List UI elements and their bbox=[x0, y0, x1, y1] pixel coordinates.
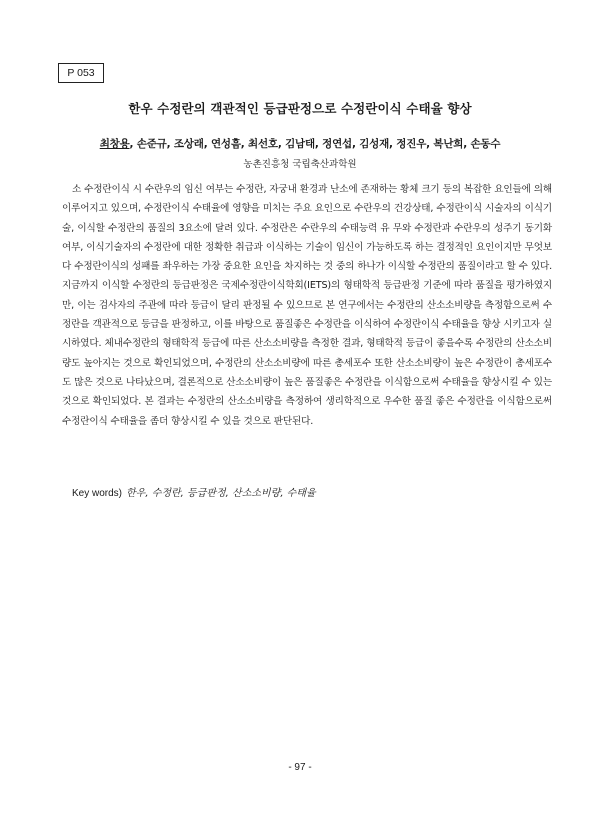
keywords-label: Key words) bbox=[72, 488, 123, 499]
poster-id-box: P 053 bbox=[58, 63, 104, 83]
first-author: 최창용 bbox=[99, 138, 130, 150]
keywords-text: 한우, 수정란, 등급판정, 산소소비량, 수태율 bbox=[126, 488, 316, 499]
abstract-body: 소 수정란이식 시 수란우의 임신 여부는 수정란, 자궁내 환경과 난소에 존재하는 황체 크기 등의 복잡한 요인들에 의해 이루어지고 있으며, 수정란이식 수태율에 영향을 미치는 주요 요인으로 수란우의 건강상태, 수정란이식 시술자의 이식기술, 이식할 수정란의 품질의 3요소에 달려 있다. 수정란은 수란우의 수태능력 유 무와 수정란과 수란우의 성주기 동기화 여부, 이식기술자의 수정란에 대한 정확한 취급과 이식하는 기술이 임신이 가능하도록 하는 결정적인 요인이지만 무엇보다 수정란이식의 성패를 좌우하는 가장 중요한 요인을 차지하는 것 중의 하나가 이식할 수정란의 품질이라고 할 수 있다. 지금까지 이식할 수정란의 등급판정은 국제수정란이식학회(IETS)의 형태학적 등급판정 기준에 따라 품질을 평가하였지만, 이는 검사자의 주관에 따라 등급이 달리 판정될 수 있으므로 본 연구에서는 수정란의 산소소비량을 측정함으로써 수정란을 객관적으로 등급을 판정하고, 이를 바탕으로 품질좋은 수정란을 이식하여 수정란이식 수태율을 향상 시키고자 실시하였다. 체내수정란의 형태학적 등급에 따른 산소소비량을 측정한 결과, 형태학적 등급이 좋을수록 수정란의 산소소비량도 높아지는 것으로 확인되었으며, 수정란의 산소소비량에 따른 총세포수 또한 산소소비량이 높은 수정란이 총세포수도 많은 것으로 나타났으며, 결론적으로 산소소비량이 높은 품질좋은 수정란을 이식함으로써 수태율을 향상시킬 수 있는 것으로 확인되었다. 본 결과는 수정란의 산소소비량을 측정하여 생리학적으로 우수한 품질 좋은 수정란을 이식함으로써 수정란이식 수태율을 좀더 향상시킬 수 있을 것으로 판단된다. bbox=[62, 184, 552, 427]
keywords-line bbox=[72, 484, 316, 499]
page-number: - 97 - bbox=[288, 762, 312, 773]
paper-title: 한우 수정란의 객관적인 등급판정으로 수정란이식 수태율 향상 bbox=[128, 101, 472, 116]
co-authors: , 손준규, 조상래, 연성흠, 최선호, 김남태, 정연섭, 김성재, 정진우, 복난희, 손동수 bbox=[129, 138, 501, 150]
affiliation: 농촌진흥청 국립축산과학원 bbox=[243, 159, 357, 170]
author-list bbox=[0, 136, 600, 151]
